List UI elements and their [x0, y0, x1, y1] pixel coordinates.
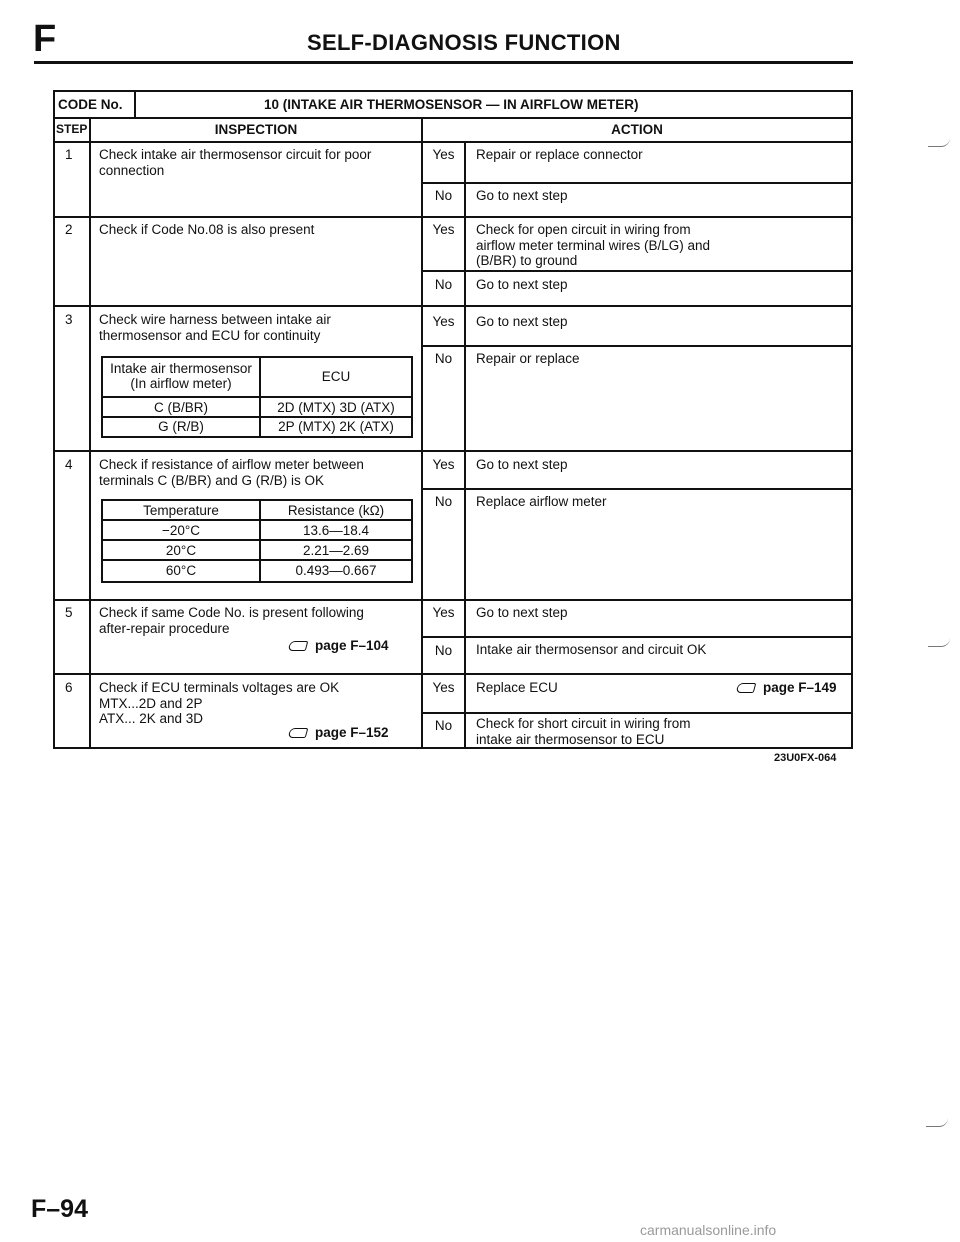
step-header: STEP — [56, 122, 88, 136]
step-number: 6 — [65, 680, 73, 695]
reference-icon — [736, 683, 757, 693]
col-rule — [134, 92, 136, 117]
row-rule — [421, 270, 851, 272]
watermark: carmanualsonline.info — [640, 1222, 777, 1238]
diagnosis-table — [53, 90, 853, 749]
subtable-cell: 0.493—0.667 — [295, 563, 377, 578]
scan-mark — [926, 1118, 948, 1127]
col-rule — [89, 117, 91, 749]
inspection-text: Check intake air thermosensor circuit for poor connection — [99, 147, 372, 178]
reference-icon — [288, 641, 309, 651]
page-reference[interactable]: page F–149 — [737, 680, 837, 696]
subtable-cell: 13.6—18.4 — [302, 523, 370, 538]
inspection-text: Check if resistance of airflow meter between terminals C (B/BR) and G (R/B) is OK — [99, 457, 364, 488]
step-number: 3 — [65, 312, 73, 327]
subtable-cell: 60°C — [165, 563, 197, 578]
no-label: No — [434, 351, 453, 366]
step-number: 2 — [65, 222, 73, 237]
section-letter: F — [33, 18, 57, 60]
row-rule — [55, 141, 851, 143]
figure-code: 23U0FX-064 — [774, 752, 837, 764]
row-rule — [103, 519, 411, 521]
row-rule — [103, 396, 411, 398]
resistance-subtable — [101, 499, 413, 583]
page-reference[interactable]: page F–104 — [289, 638, 389, 654]
row-rule — [421, 488, 851, 490]
subtable-cell: G (R/B) — [158, 419, 204, 434]
step-number: 5 — [65, 605, 73, 620]
action-header: ACTION — [611, 122, 663, 137]
yes-label: Yes — [432, 605, 455, 620]
subtable-cell: 2P (MTX) 2K (ATX) — [278, 419, 394, 434]
inspection-text: Check if same Code No. is present following after-repair procedure — [99, 605, 364, 636]
subtable-header: Intake air thermosensor (In airflow meter) — [110, 361, 252, 391]
col-rule — [464, 141, 466, 749]
row-rule — [103, 539, 411, 541]
yes-label: Yes — [432, 680, 455, 695]
code-title: 10 (INTAKE AIR THERMOSENSOR — IN AIRFLOW METER) — [264, 97, 639, 112]
continuity-subtable — [101, 356, 413, 438]
no-action: Intake air thermosensor and circuit OK — [476, 642, 707, 657]
row-rule — [55, 305, 851, 307]
row-rule — [421, 182, 851, 184]
subtable-header: Resistance (kΩ) — [287, 503, 385, 518]
row-rule — [421, 712, 851, 714]
no-action: Go to next step — [476, 188, 568, 203]
subtable-cell: −20°C — [161, 523, 201, 538]
reference-icon — [288, 728, 309, 738]
row-rule — [55, 117, 851, 119]
row-rule — [55, 673, 851, 675]
subtable-cell: C (B/BR) — [154, 400, 208, 415]
header-rule — [34, 61, 853, 64]
yes-action: Check for open circuit in wiring from airflow meter terminal wires (B/LG) and (B/BR) to ground — [476, 222, 711, 268]
no-action: Replace airflow meter — [476, 494, 607, 509]
row-rule — [103, 559, 411, 561]
no-action: Repair or replace — [476, 351, 580, 366]
no-action: Go to next step — [476, 277, 568, 292]
row-rule — [421, 636, 851, 638]
inspection-text: Check if ECU terminals voltages are OK MTX...2D and 2P ATX... 2K and 3D — [99, 680, 340, 726]
row-rule — [55, 599, 851, 601]
page-number: F–94 — [31, 1195, 88, 1223]
yes-action: Go to next step — [476, 457, 568, 472]
yes-label: Yes — [432, 222, 455, 237]
yes-action: Go to next step — [476, 314, 568, 329]
scan-mark — [928, 138, 950, 147]
no-label: No — [434, 643, 453, 658]
yes-label: Yes — [432, 457, 455, 472]
page-title: SELF-DIAGNOSIS FUNCTION — [307, 30, 621, 55]
page-reference[interactable]: page F–152 — [289, 725, 389, 741]
row-rule — [55, 450, 851, 452]
scan-mark — [928, 638, 950, 647]
subtable-cell: 2.21—2.69 — [302, 543, 370, 558]
yes-label: Yes — [432, 147, 455, 162]
step-number: 4 — [65, 457, 73, 472]
inspection-text: Check if Code No.08 is also present — [99, 222, 315, 237]
row-rule — [103, 416, 411, 418]
subtable-cell: 20°C — [165, 543, 197, 558]
yes-action: Go to next step — [476, 605, 568, 620]
inspection-header: INSPECTION — [214, 122, 298, 137]
no-label: No — [434, 718, 453, 733]
no-label: No — [434, 188, 453, 203]
no-action: Check for short circuit in wiring from intake air thermosensor to ECU — [476, 716, 691, 747]
row-rule — [421, 345, 851, 347]
subtable-cell: 2D (MTX) 3D (ATX) — [277, 400, 395, 415]
row-rule — [55, 216, 851, 218]
code-label: CODE No. — [58, 97, 123, 112]
inspection-text: Check wire harness between intake air thermosensor and ECU for continuity — [99, 312, 331, 343]
no-label: No — [434, 277, 453, 292]
no-label: No — [434, 494, 453, 509]
subtable-header: ECU — [321, 369, 351, 384]
yes-label: Yes — [432, 314, 455, 329]
step-number: 1 — [65, 147, 73, 162]
yes-action: Repair or replace connector — [476, 147, 643, 162]
subtable-header: Temperature — [143, 503, 219, 518]
yes-action: Replace ECU — [476, 680, 558, 695]
